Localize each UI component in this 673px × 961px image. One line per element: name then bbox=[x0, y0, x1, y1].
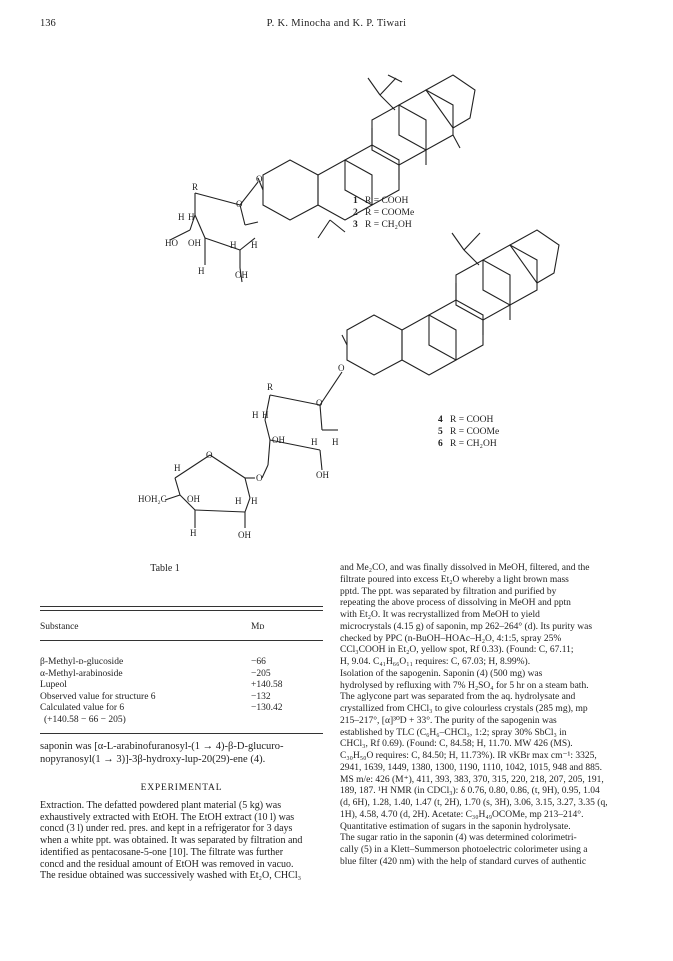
experimental-paragraph bbox=[40, 800, 323, 882]
table-cell: +140.58 bbox=[251, 680, 283, 691]
text-line: The residue obtained was successively washed with Et₂O, CHCl₃ bbox=[40, 870, 302, 882]
compound-substituent: R = CH₂OH bbox=[365, 220, 412, 230]
text-line: concd and the residual amount of EtOH was removed in vacuo. bbox=[40, 858, 294, 870]
text-line: established by TLC (C₆H₆–CHCl₃, 1:2; spray 30% SbCl₃ in bbox=[340, 727, 567, 738]
compound-number: 5 bbox=[438, 427, 443, 437]
text-line: 189, 187. ¹H NMR (in CDCl₃): δ 0.76, 0.80, 0.86, (t, 9H), 0.95, 1.04 bbox=[340, 786, 600, 797]
structure2-hoh2c-label: HOH₂C bbox=[138, 494, 167, 504]
text-line: 215–217°, [α]³⁰D + 33°. The purity of the sapogenin was bbox=[340, 715, 557, 726]
structure2-h-2: H bbox=[262, 410, 269, 420]
text-line: (d, 6H), 1.28, 1.40, 1.47 (t, 2H), 1.70 (s, 3H), 3.06, 3.15, 3.27, 3.35 (q, bbox=[340, 798, 608, 808]
structure2-oh-1: OH bbox=[272, 435, 285, 445]
compound-number: 1 bbox=[353, 196, 358, 206]
structure2-linkage-oxygen: O bbox=[338, 363, 345, 373]
table-title: Table 1 bbox=[150, 563, 180, 574]
text-line: exhaustively extracted with EtOH. The EtOH extract (10 l) was bbox=[40, 811, 295, 823]
text-line: crystallized from CHCl₃ to give colourless crystals (285 mg), mp bbox=[340, 704, 588, 714]
table-row bbox=[40, 680, 323, 692]
text-line: blue filter (420 nm) with the help of standard curves of authentic bbox=[340, 856, 587, 867]
structure2-h-8: H bbox=[190, 528, 197, 538]
structure1-h-3: H bbox=[230, 240, 237, 250]
structure2-h-4: H bbox=[332, 437, 339, 447]
structure1-h-2: H bbox=[188, 212, 195, 222]
table-row bbox=[40, 703, 323, 715]
table-bottom-rule bbox=[40, 733, 323, 734]
compound-substituent: R = COOH bbox=[365, 196, 409, 206]
structure2-oh-4: OH bbox=[238, 530, 251, 540]
table-cell: Lupeol bbox=[40, 680, 67, 691]
structure2-oh-3: OH bbox=[187, 494, 200, 504]
text-line: checked by PPC (n-BuOH–HOAc–H₂O, 4:1:5, spray 25% bbox=[340, 633, 562, 644]
text-line: cally (5) in a Klett–Summerson photoelectric colorimeter using a bbox=[340, 845, 588, 855]
table-cell: −130.42 bbox=[251, 703, 283, 714]
text-line: Extraction. The defatted powdered plant material (5 kg) was bbox=[40, 800, 282, 811]
page-number: 136 bbox=[40, 18, 56, 29]
compound-number: 6 bbox=[438, 439, 443, 449]
compound-substituent: R = COOH bbox=[450, 415, 494, 425]
text-line: nopyranosyl(1 → 3)]-3β-hydroxy-lup-20(29)-ene (4). bbox=[40, 754, 266, 765]
structure2-h-6: H bbox=[235, 496, 242, 506]
text-line: 1H), 4.58, 4.70 (d, 2H). Acetate: C₃₀H₄₉OCOMe, mp 213–214°. bbox=[340, 809, 584, 820]
structure2-h-3: H bbox=[311, 437, 318, 447]
table-top-rule bbox=[40, 606, 323, 607]
compound-4-definition bbox=[438, 414, 493, 426]
structure1-h-4: H bbox=[251, 240, 258, 250]
text-line: with Et₂O. It was recrystallized from MeOH to yield bbox=[340, 610, 540, 620]
table-cell: α-Methyl-arabinoside bbox=[40, 668, 123, 679]
table-row bbox=[40, 715, 323, 727]
text-line: MS m/e: 426 (M⁺), 411, 393, 383, 370, 315, 220, 218, 207, 205, 191, bbox=[340, 774, 604, 785]
structure2-r-label: R bbox=[267, 382, 274, 392]
compound-substituent: R = COOMe bbox=[450, 427, 500, 437]
text-line: when a white ppt. was obtained. It was separated by filtration and bbox=[40, 835, 303, 847]
right-column-text bbox=[340, 563, 633, 869]
text-line: 2941, 1639, 1449, 1380, 1300, 1190, 1110, 1042, 1015, 948 and 885. bbox=[340, 762, 603, 773]
text-line: The aglycone part was separated from the aq. hydrolysate and bbox=[340, 692, 576, 703]
structure2-h-5: H bbox=[174, 463, 181, 473]
triterpene-skeleton-2 bbox=[342, 230, 559, 375]
compound-2-definition bbox=[353, 207, 414, 219]
compound-substituent: R = COOMe bbox=[365, 208, 415, 218]
compound-number: 4 bbox=[438, 415, 443, 425]
structure1-ho-label: HO bbox=[165, 238, 178, 248]
text-line: saponin was [α-L-arabinofuranosyl-(1 → 4)-β-D-glucuro- bbox=[40, 741, 284, 752]
structure2-oh-2: OH bbox=[316, 470, 329, 480]
structure-conclusion-paragraph bbox=[40, 740, 323, 766]
glycosidic-bridge-oxygen: O bbox=[256, 473, 263, 483]
structure1-h-1: H bbox=[178, 212, 185, 222]
compound-substituent: R = CH₂OH bbox=[450, 439, 497, 449]
table-cell: β-Methyl-ᴅ-glucoside bbox=[40, 657, 124, 667]
table-cell: Observed value for structure 6 bbox=[40, 691, 156, 702]
table-header-substance: Substance bbox=[40, 622, 79, 632]
text-line: repeating the above process of dissolving in MeOH and pptn bbox=[340, 598, 571, 609]
table-cell: −132 bbox=[251, 691, 271, 702]
structure1-linkage-oxygen: O bbox=[256, 174, 263, 184]
table-row bbox=[40, 692, 323, 704]
compound-number: 3 bbox=[353, 220, 358, 230]
text-line: The sugar ratio in the saponin (4) was determined colorimetri- bbox=[340, 833, 577, 844]
table-row bbox=[40, 669, 323, 681]
table-body bbox=[40, 657, 323, 727]
furanose-ring-oxygen: O bbox=[206, 450, 213, 460]
structure2-ring-oxygen: O bbox=[316, 398, 323, 408]
text-line: pptd. The ppt. was separated by filtration and purified by bbox=[340, 586, 557, 597]
text-line: identified as pentacosane-5-one [10]. The filtrate was further bbox=[40, 846, 284, 858]
text-line: Quantitative estimation of sugars in the saponin hydrolysate. bbox=[340, 821, 571, 832]
text-line: and Me₂CO, and was finally dissolved in MeOH, filtered, and the bbox=[340, 563, 590, 573]
table-header-row bbox=[40, 622, 323, 634]
text-line: Isolation of the sapogenin. Saponin (4) (500 mg) was bbox=[340, 668, 543, 679]
structure1-ring-oxygen: O bbox=[236, 199, 243, 209]
text-line: concd (3 l) under red. pres. and kept in a refrigerator for 3 days bbox=[40, 823, 293, 835]
compound-5-definition bbox=[438, 426, 499, 438]
glucuronide-ring-2 bbox=[262, 372, 342, 478]
table-top-rule-2 bbox=[40, 610, 323, 611]
structure1-h-5: H bbox=[198, 266, 205, 276]
table-cell: −205 bbox=[251, 668, 271, 679]
structure2-h-1: H bbox=[252, 410, 259, 420]
compound-1-definition bbox=[353, 195, 408, 207]
table-cell: (+140.58 − 66 − 205) bbox=[44, 714, 126, 725]
text-line: C₃₀H₅₀O requires: C, 84.50; H, 11.73%). IR νKBr max cm⁻¹: 3325, bbox=[340, 751, 597, 761]
compound-3-definition bbox=[353, 219, 412, 231]
text-line: microcrystals (4.15 g) of saponin, mp 262–264° (d). Its purity was bbox=[340, 621, 593, 632]
table-cell: −66 bbox=[251, 657, 266, 667]
structure1-r-label: R bbox=[192, 182, 199, 192]
structure1-oh-2: OH bbox=[235, 270, 248, 280]
table-cell: Calculated value for 6 bbox=[40, 703, 125, 714]
running-title: P. K. Minocha and K. P. Tiwari bbox=[266, 18, 407, 29]
structure1-oh-1: OH bbox=[188, 238, 201, 248]
compound-number: 2 bbox=[353, 208, 358, 218]
table-header-rule bbox=[40, 640, 323, 641]
table-row bbox=[40, 657, 323, 669]
text-line: hydrolysed by refluxing with 7% H₂SO₄ for 5 hr on a steam bath. bbox=[340, 680, 589, 691]
compound-6-definition bbox=[438, 438, 497, 450]
structure2-h-7: H bbox=[251, 496, 258, 506]
text-line: CHCl₃, Rf 0.69). (Found: C, 84.58; H, 11.70. MW 426 (MS). bbox=[340, 739, 573, 750]
text-line: H, 9.04. C₄₁H₆₆O₁₁ requires: C, 67.03; H, 8.99%). bbox=[340, 657, 531, 667]
section-heading-experimental: EXPERIMENTAL bbox=[140, 783, 223, 793]
text-line: filtrate poured into excess Et₂O whereby a light brown mass bbox=[340, 574, 569, 585]
text-line: CCl₃COOH in Et₂O, yellow spot, Rf 0.33). (Found: C, 67.11; bbox=[340, 645, 574, 656]
glucuronide-ring-1 bbox=[170, 182, 258, 282]
table-header-md: Mᴅ bbox=[251, 622, 265, 632]
